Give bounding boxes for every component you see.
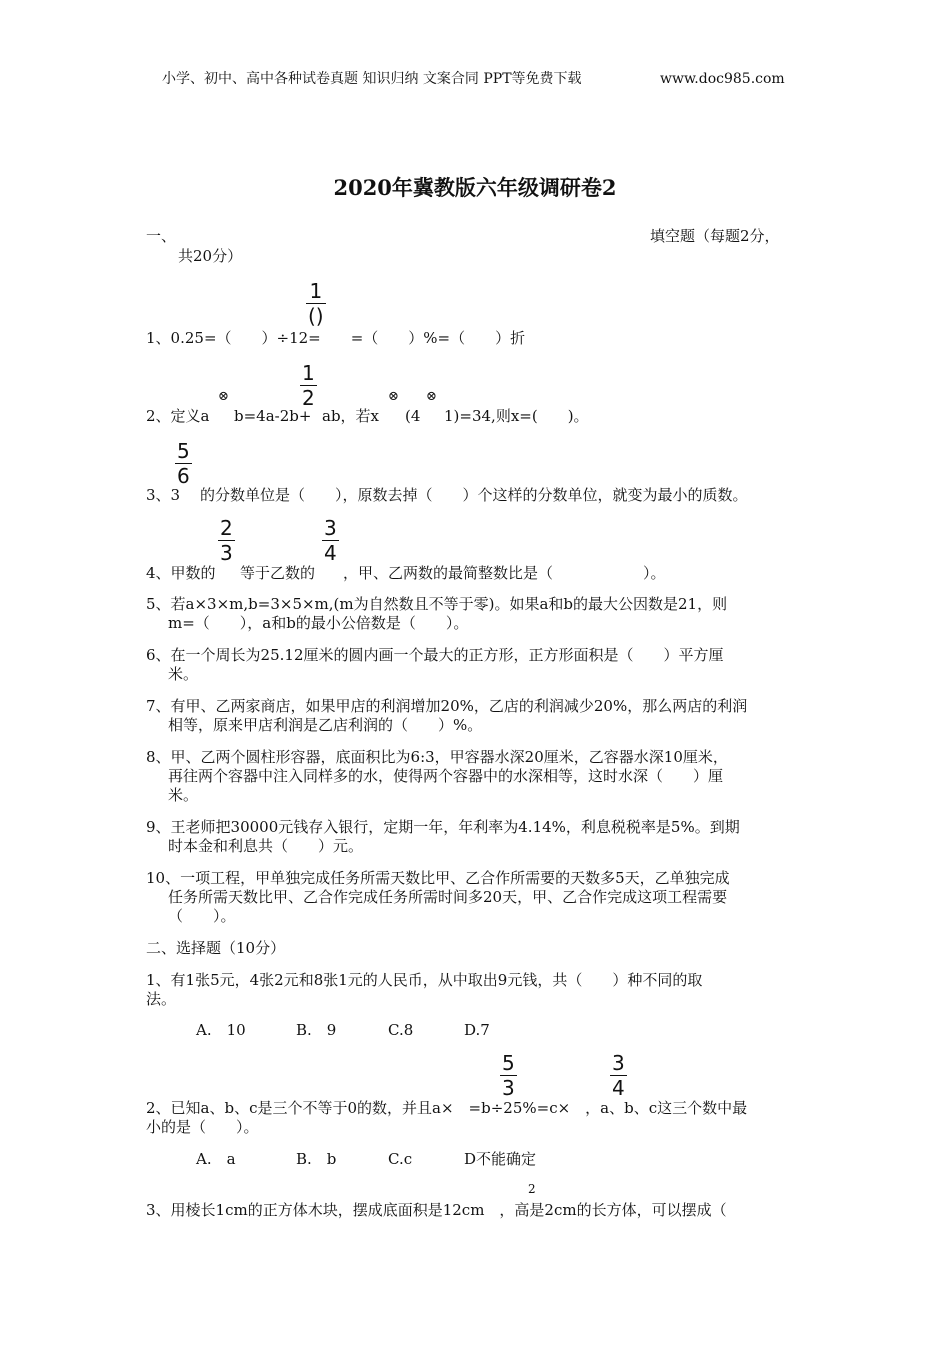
q1-fraction bbox=[306, 280, 326, 327]
q1-frac-num: 1 bbox=[309, 279, 323, 303]
section1-points: 共20分） bbox=[178, 247, 243, 265]
q4-fraction-2 bbox=[322, 517, 339, 564]
q3-fraction bbox=[175, 440, 192, 487]
q10-line-1: 10、一项工程，甲单独完成任务所需天数比甲、乙合作所需要的天数多5天，乙单独完成 bbox=[146, 869, 730, 887]
header-url[interactable]: www.doc985.com bbox=[660, 71, 785, 87]
q2-part-5: 1)=34,则x=( )。 bbox=[444, 407, 589, 425]
q8-line-1: 8、甲、乙两个圆柱形容器，底面积比为6:3，甲容器水深20厘米，乙容器水深10厘米， bbox=[146, 748, 728, 766]
c2-option-b[interactable]: B. b bbox=[296, 1150, 337, 1168]
q2-fraction bbox=[300, 362, 317, 409]
q3-part-2: 的分数单位是（ ），原数去掉（ ）个这样的分数单位，就变为最小的质数。 bbox=[200, 486, 748, 504]
q4-frac2-den: 4 bbox=[324, 541, 337, 565]
q2-frac-den: 2 bbox=[302, 386, 315, 410]
q3-frac-num: 5 bbox=[177, 439, 190, 463]
c2-option-d[interactable]: D不能确定 bbox=[464, 1150, 537, 1168]
otimes-operator-1: ⊗ bbox=[218, 389, 229, 404]
c2-line-1: 2、已知a、b、c是三个不等于0的数，并且a× =b÷25%=c× ，a、b、c这三个数中最 bbox=[146, 1099, 748, 1117]
q8-line-3: 米。 bbox=[168, 786, 199, 804]
q10-line-3: （ ）。 bbox=[168, 907, 236, 925]
q6-line-2: 米。 bbox=[168, 665, 199, 683]
c2-fraction-1 bbox=[500, 1052, 517, 1099]
q9-line-1: 9、王老师把30000元钱存入银行，定期一年，年利率为4.14%，利息税税率是5%。到期 bbox=[146, 818, 740, 836]
q5-line-1: 5、若a×3×m,b=3×5×m,(m为自然数且不等于零)。如果a和b的最大公因数是21，则 bbox=[146, 595, 728, 613]
q4-frac2-num: 3 bbox=[324, 516, 337, 540]
section1-number: 一、 bbox=[146, 227, 177, 245]
q2-frac-num: 1 bbox=[302, 361, 315, 385]
c2-line-2: 小的是（ ）。 bbox=[146, 1118, 259, 1136]
c2-option-a[interactable]: A. a bbox=[196, 1150, 236, 1168]
q2-part-1: 2、定义a bbox=[146, 407, 210, 425]
q2-part-3: ab，若x bbox=[322, 407, 380, 425]
section1-label: 填空题（每题2分， bbox=[650, 227, 780, 245]
q7-line-2: 相等，原来甲店利润是乙店利润的（ ）%。 bbox=[168, 716, 483, 734]
q4-fraction-1 bbox=[218, 517, 235, 564]
otimes-operator-3: ⊗ bbox=[426, 389, 437, 404]
c2-frac2-den: 4 bbox=[612, 1076, 625, 1100]
c2-frac2-num: 3 bbox=[612, 1051, 625, 1075]
header-left: 小学、初中、高中各种试卷真题 知识归纳 文案合同 PPT等免费下载 bbox=[162, 71, 582, 87]
q10-line-2: 任务所需天数比甲、乙合作完成任务所需时间多20天，甲、乙合作完成这项工程需要 bbox=[168, 888, 728, 906]
q4-part-3: ，甲、乙两数的最简整数比是（ ）。 bbox=[343, 564, 666, 582]
q5-line-2: m=（ ），a和b的最小公倍数是（ ）。 bbox=[168, 614, 469, 632]
page-title: 2020年冀教版六年级调研卷2 bbox=[333, 175, 617, 200]
q1-text: 1、0.25=（ ）÷12= =（ ）%=（ ）折 bbox=[146, 329, 526, 347]
c1-line-2: 法。 bbox=[146, 990, 177, 1008]
c1-option-a[interactable]: A. 10 bbox=[196, 1021, 246, 1039]
otimes-operator-2: ⊗ bbox=[388, 389, 399, 404]
q2-part-2: b=4a-2b+ bbox=[234, 407, 312, 425]
q4-frac1-den: 3 bbox=[220, 541, 233, 565]
c2-frac1-num: 5 bbox=[502, 1051, 515, 1075]
q4-part-1: 4、甲数的 bbox=[146, 564, 216, 582]
q8-line-2: 再往两个容器中注入同样多的水，使得两个容器中的水深相等，这时水深（ ）厘 bbox=[168, 767, 724, 785]
c3-text: 3、用棱长1cm的正方体木块，摆成底面积是12cm ，高是2cm的长方体，可以摆成（ bbox=[146, 1201, 727, 1219]
c1-line-1: 1、有1张5元，4张2元和8张1元的人民币，从中取出9元钱，共（ ）种不同的取 bbox=[146, 971, 703, 989]
c1-option-d[interactable]: D.7 bbox=[464, 1021, 490, 1039]
q3-part-1: 3、3 bbox=[146, 486, 181, 504]
q2-part-4: (4 bbox=[405, 407, 421, 425]
c3-superscript: 2 bbox=[528, 1182, 536, 1196]
c1-option-c[interactable]: C.8 bbox=[388, 1021, 414, 1039]
q6-line-1: 6、在一个周长为25.12厘米的圆内画一个最大的正方形，正方形面积是（ ）平方厘 bbox=[146, 646, 724, 664]
q9-line-2: 时本金和利息共（ ）元。 bbox=[168, 837, 364, 855]
c2-option-c[interactable]: C.c bbox=[388, 1150, 413, 1168]
c2-fraction-2 bbox=[610, 1052, 627, 1099]
q4-frac1-num: 2 bbox=[220, 516, 233, 540]
q1-frac-den: () bbox=[308, 304, 324, 328]
q4-part-2: 等于乙数的 bbox=[240, 564, 316, 582]
q7-line-1: 7、有甲、乙两家商店，如果甲店的利润增加20%，乙店的利润减少20%，那么两店的利润 bbox=[146, 697, 748, 715]
q3-frac-den: 6 bbox=[177, 464, 190, 488]
section2-title: 二、选择题（10分） bbox=[146, 939, 286, 957]
c1-option-b[interactable]: B. 9 bbox=[296, 1021, 337, 1039]
c2-frac1-den: 3 bbox=[502, 1076, 515, 1100]
